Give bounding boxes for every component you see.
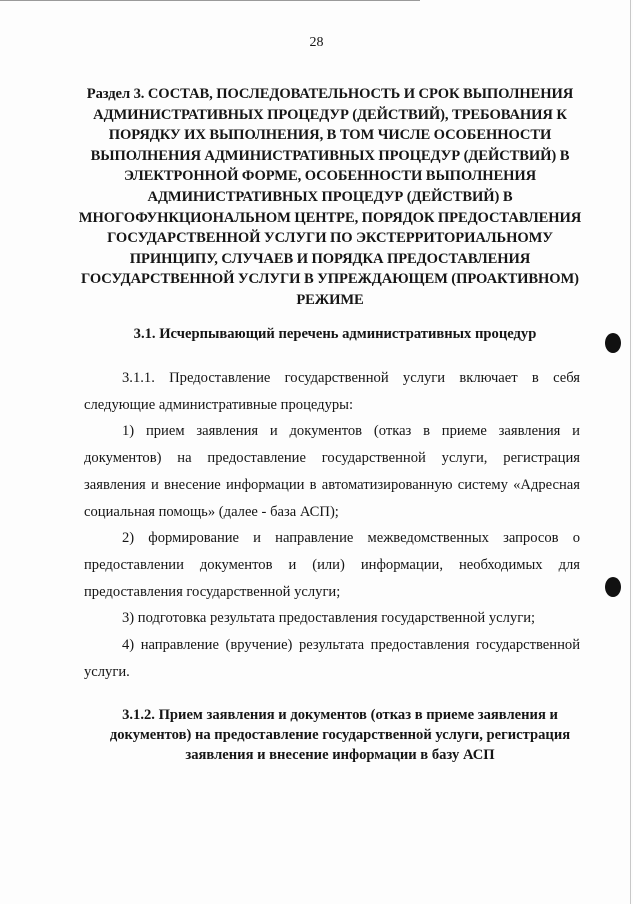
subsection-title-3-1-2: 3.1.2. Прием заявления и документов (отказ в приеме заявления и документов) на предоставление государственной услуги, регистрация заявления и внесение информации в базу АСП [109,707,571,763]
paragraph-3-1-1: 3.1.1. Предоставление государственной услуги включает в себя следующие административные процедуры: [84,370,580,413]
paragraph-item-4: 4) направление (вручение) результата предоставления государственной услуги. [84,637,580,680]
scan-edge-right [630,0,631,904]
subsection-title-3-1: 3.1. Исчерпывающий перечень административных процедур [133,326,537,342]
body-text [84,365,580,685]
scan-hole-mark [605,333,621,353]
scan-edge-top [0,0,420,1]
section-title: Раздел 3. СОСТАВ, ПОСЛЕДОВАТЕЛЬНОСТЬ И СРОК ВЫПОЛНЕНИЯ АДМИНИСТРАТИВНЫХ ПРОЦЕДУР (ДЕЙСТВИЙ), ТРЕБОВАНИЯ К ПОРЯДКУ ИХ ВЫПОЛНЕНИЯ, В ТОМ ЧИСЛЕ ОСОБЕННОСТИ ВЫПОЛНЕНИЯ АДМИНИСТРАТИВНЫХ ПРОЦЕДУР (ДЕЙСТВИЙ) В ЭЛЕКТРОННОЙ ФОРМЕ, ОСОБЕННОСТИ ВЫПОЛНЕНИЯ АДМИНИСТРАТИВНЫХ ПРОЦЕДУР (ДЕЙСТВИЙ) В МНОГОФУНКЦИОНАЛЬНОМ ЦЕНТРЕ, ПОРЯДОК ПРЕДОСТАВЛЕНИЯ ГОСУДАРСТВЕННОЙ УСЛУГИ ПО ЭКСТЕРРИТОРИАЛЬНОМУ ПРИНЦИПУ, СЛУЧАЕВ И ПОРЯДКА ПРЕДОСТАВЛЕНИЯ ГОСУДАРСТВЕННОЙ УСЛУГИ В УПРЕЖДАЮЩЕМ (ПРОАКТИВНОМ) РЕЖИМЕ [78,86,582,308]
paragraph-item-2: 2) формирование и направление межведомственных запросов о предоставлении документов и (или) информации, необходимых для предоставления государственной услуги; [84,530,580,600]
page-number: 28 [309,35,324,50]
paragraph-item-1: 1) прием заявления и документов (отказ в приеме заявления и документов) на предоставление государственной услуги, регистрация заявления и внесение информации в автоматизированную систему «Адресная социальная помощь» (далее - база АСП); [84,423,580,520]
scan-hole-mark [605,577,621,597]
paragraph-item-3: 3) подготовка результата предоставления государственной услуги; [122,610,536,627]
